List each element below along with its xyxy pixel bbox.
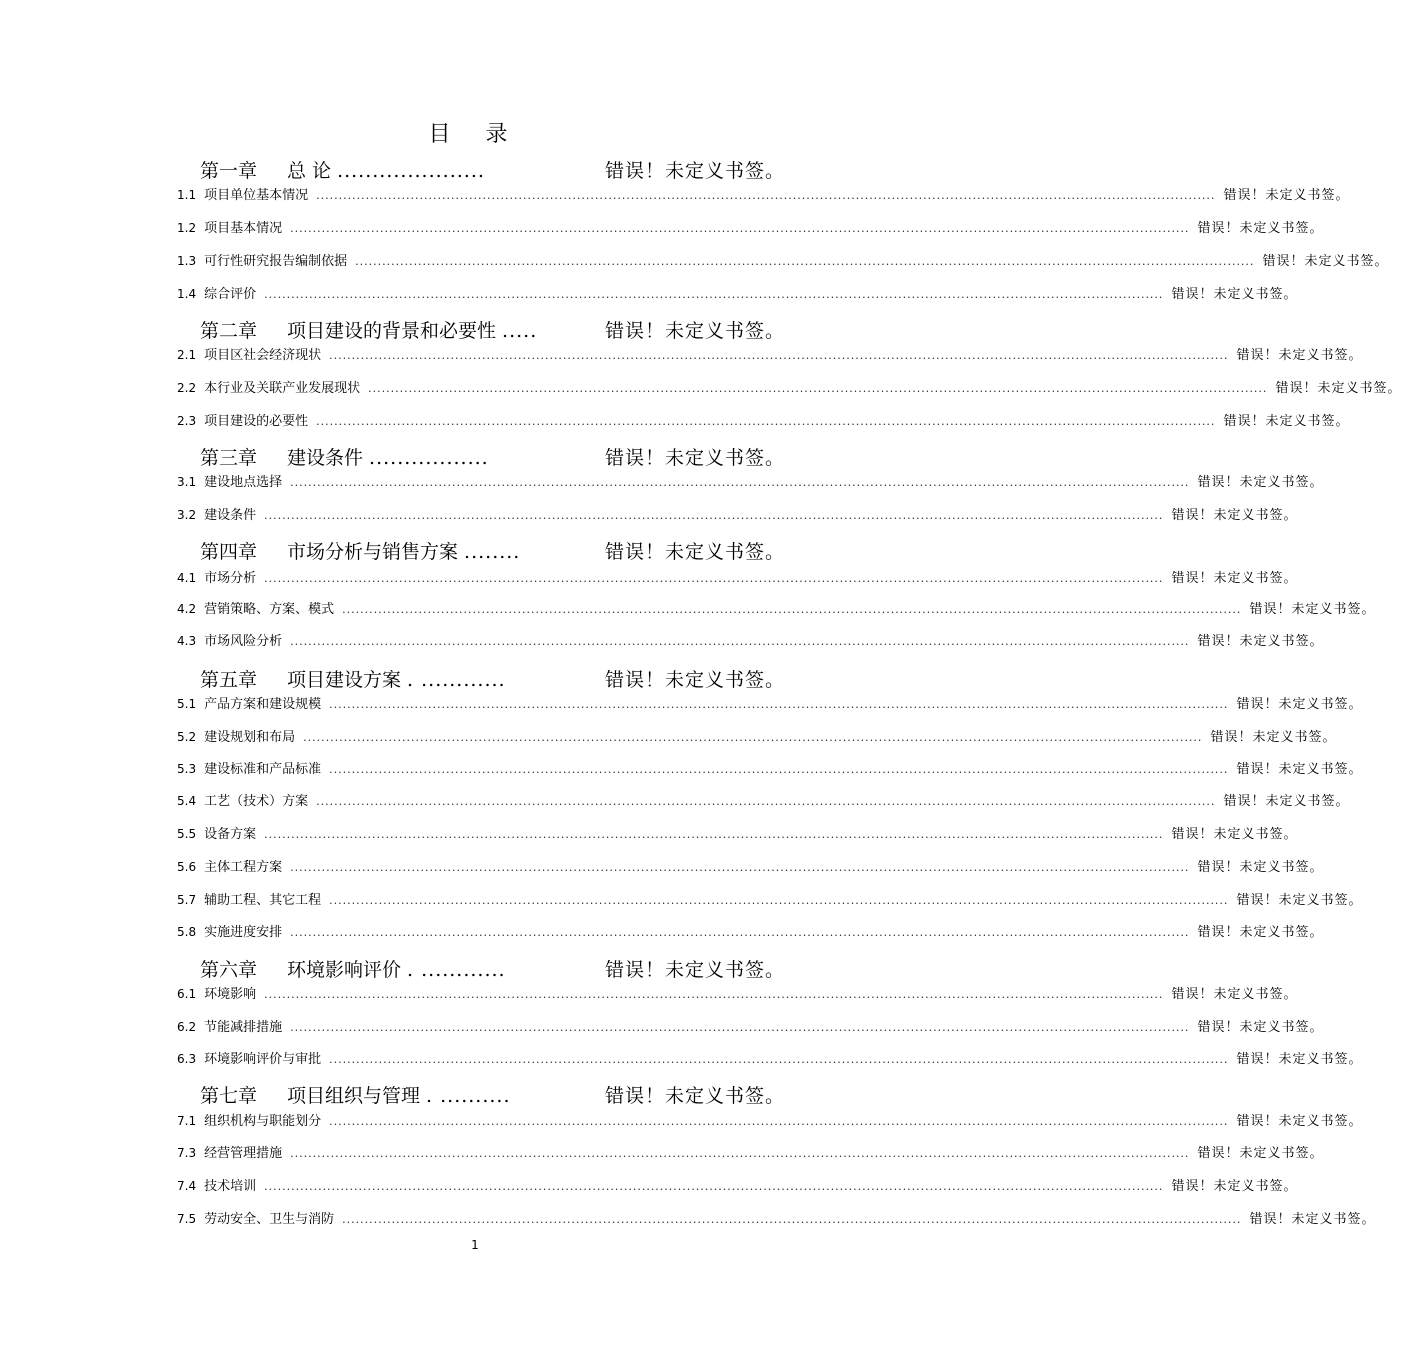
section-leader: ........................................................................................................................................................................................................ xyxy=(290,926,1190,939)
section-leader: ........................................................................................................................................................................................................ xyxy=(290,1021,1190,1034)
chapter-label: 第二章 xyxy=(200,320,258,342)
section-entry[interactable] xyxy=(177,283,1298,302)
section-leader: ........................................................................................................................................................................................................ xyxy=(290,476,1190,489)
section-number: 6.1 xyxy=(177,987,197,1001)
section-entry[interactable] xyxy=(177,250,1389,269)
section-page-ref: 错误！未定义书签。 xyxy=(1262,254,1389,269)
section-leader: ........................................................................................................................................................................................................ xyxy=(329,763,1229,776)
section-title: 可行性研究报告编制依据 xyxy=(204,254,348,269)
chapter-leader: . ............ xyxy=(407,669,506,691)
section-title: 产品方案和建设规模 xyxy=(204,697,322,712)
section-leader: ........................................................................................................................................................................................................ xyxy=(329,698,1229,711)
section-leader: ........................................................................................................................................................................................................ xyxy=(290,222,1190,235)
section-leader: ........................................................................................................................................................................................................ xyxy=(290,1147,1190,1160)
chapter-title: 建设条件 xyxy=(287,447,364,469)
section-entry[interactable] xyxy=(177,856,1324,875)
section-entry[interactable] xyxy=(177,377,1401,396)
section-leader: ........................................................................................................................................................................................................ xyxy=(342,1213,1242,1226)
chapter-label: 第六章 xyxy=(200,959,258,981)
chapter-label: 第四章 xyxy=(200,541,258,563)
section-leader: ........................................................................................................................................................................................................ xyxy=(264,509,1164,522)
section-number: 5.2 xyxy=(177,730,197,744)
section-leader: ........................................................................................................................................................................................................ xyxy=(316,189,1216,202)
section-entry[interactable] xyxy=(177,693,1363,712)
chapter-leader: ..................... xyxy=(337,160,485,182)
section-title: 建设标准和产品标准 xyxy=(204,762,322,777)
section-leader: ........................................................................................................................................................................................................ xyxy=(264,988,1164,1001)
section-title: 营销策略、方案、模式 xyxy=(204,602,335,617)
section-leader: ........................................................................................................................................................................................................ xyxy=(264,1180,1164,1193)
section-number: 5.1 xyxy=(177,697,197,711)
section-number: 7.4 xyxy=(177,1179,197,1193)
section-title: 市场分析 xyxy=(204,571,257,586)
section-entry[interactable] xyxy=(177,823,1298,842)
section-title: 建设地点选择 xyxy=(204,475,283,490)
section-entry[interactable] xyxy=(177,567,1298,586)
chapter-entry[interactable] xyxy=(177,537,785,563)
section-entry[interactable] xyxy=(177,471,1324,490)
chapter-title: 环境影响评价 xyxy=(287,959,402,981)
section-entry[interactable] xyxy=(177,1016,1324,1035)
section-leader: ........................................................................................................................................................................................................ xyxy=(329,349,1229,362)
chapter-leader: ........ xyxy=(464,541,521,563)
section-leader: ........................................................................................................................................................................................................ xyxy=(264,288,1164,301)
section-page-ref: 错误！未定义书签。 xyxy=(1171,508,1298,523)
section-title: 技术培训 xyxy=(204,1179,257,1194)
section-title: 经营管理措施 xyxy=(204,1146,283,1161)
section-leader: ........................................................................................................................................................................................................ xyxy=(342,603,1242,616)
section-leader: ........................................................................................................................................................................................................ xyxy=(316,795,1216,808)
section-number: 7.5 xyxy=(177,1212,197,1226)
section-entry[interactable] xyxy=(177,889,1363,908)
section-leader: ........................................................................................................................................................................................................ xyxy=(329,1115,1229,1128)
page-number: 1 xyxy=(471,1238,479,1252)
section-page-ref: 错误！未定义书签。 xyxy=(1197,634,1324,649)
section-leader: ........................................................................................................................................................................................................ xyxy=(368,382,1268,395)
section-number: 4.3 xyxy=(177,634,197,648)
section-page-ref: 错误！未定义书签。 xyxy=(1223,188,1350,203)
section-leader: ........................................................................................................................................................................................................ xyxy=(355,255,1255,268)
section-page-ref: 错误！未定义书签。 xyxy=(1197,860,1324,875)
section-title: 本行业及关联产业发展现状 xyxy=(204,381,361,396)
section-title: 项目建设的必要性 xyxy=(204,414,309,429)
section-number: 1.2 xyxy=(177,221,197,235)
section-number: 3.2 xyxy=(177,508,197,522)
section-number: 5.4 xyxy=(177,794,197,808)
section-leader: ........................................................................................................................................................................................................ xyxy=(329,894,1229,907)
section-title: 环境影响 xyxy=(204,987,257,1002)
section-entry[interactable] xyxy=(177,1048,1363,1067)
section-title: 环境影响评价与审批 xyxy=(204,1052,322,1067)
chapter-label: 第一章 xyxy=(200,160,258,182)
chapter-title: 项目建设方案 xyxy=(287,669,402,691)
chapter-label: 第五章 xyxy=(200,669,258,691)
chapter-leader: . .......... xyxy=(426,1085,511,1107)
section-title: 建设规划和布局 xyxy=(204,730,296,745)
section-page-ref: 错误！未定义书签。 xyxy=(1236,893,1363,908)
section-leader: ........................................................................................................................................................................................................ xyxy=(316,415,1216,428)
section-number: 3.1 xyxy=(177,475,197,489)
section-entry[interactable] xyxy=(177,1110,1363,1129)
section-title: 建设条件 xyxy=(204,508,257,523)
section-entry[interactable] xyxy=(177,726,1337,745)
section-entry[interactable] xyxy=(177,504,1298,523)
section-title: 工艺（技术）方案 xyxy=(204,794,309,809)
chapter-title: 项目建设的背景和必要性 xyxy=(287,320,497,342)
section-number: 5.7 xyxy=(177,893,197,907)
section-number: 4.2 xyxy=(177,602,197,616)
section-page-ref: 错误！未定义书签。 xyxy=(1171,987,1298,1002)
section-entry[interactable] xyxy=(177,410,1350,429)
section-entry[interactable] xyxy=(177,630,1324,649)
section-number: 2.2 xyxy=(177,381,197,395)
section-title: 项目基本情况 xyxy=(204,221,283,236)
chapter-page-ref: 错误！未定义书签。 xyxy=(604,669,785,691)
section-leader: ........................................................................................................................................................................................................ xyxy=(303,731,1203,744)
section-number: 5.8 xyxy=(177,925,197,939)
section-number: 7.3 xyxy=(177,1146,197,1160)
section-page-ref: 错误！未定义书签。 xyxy=(1223,794,1350,809)
section-title: 实施进度安排 xyxy=(204,925,283,940)
chapter-title: 项目组织与管理 xyxy=(287,1085,421,1107)
chapter-page-ref: 错误！未定义书签。 xyxy=(604,959,785,981)
section-title: 组织机构与职能划分 xyxy=(204,1114,322,1129)
section-entry[interactable] xyxy=(177,1142,1324,1161)
section-leader: ........................................................................................................................................................................................................ xyxy=(264,828,1164,841)
section-title: 项目区社会经济现状 xyxy=(204,348,322,363)
chapter-page-ref: 错误！未定义书签。 xyxy=(604,447,785,469)
section-page-ref: 错误！未定义书签。 xyxy=(1171,571,1298,586)
chapter-leader: ..... xyxy=(502,320,538,342)
section-entry[interactable] xyxy=(177,344,1363,363)
section-title: 节能减排措施 xyxy=(204,1020,283,1035)
chapter-label: 第三章 xyxy=(200,447,258,469)
section-title: 综合评价 xyxy=(204,287,257,302)
section-page-ref: 错误！未定义书签。 xyxy=(1197,1146,1324,1161)
section-page-ref: 错误！未定义书签。 xyxy=(1197,1020,1324,1035)
chapter-entry[interactable] xyxy=(177,156,785,182)
section-entry[interactable] xyxy=(177,184,1350,203)
chapter-page-ref: 错误！未定义书签。 xyxy=(604,160,785,182)
section-title: 主体工程方案 xyxy=(204,860,283,875)
section-number: 1.4 xyxy=(177,287,197,301)
section-page-ref: 错误！未定义书签。 xyxy=(1171,827,1298,842)
section-page-ref: 错误！未定义书签。 xyxy=(1249,1212,1376,1227)
section-number: 1.3 xyxy=(177,254,197,268)
section-page-ref: 错误！未定义书签。 xyxy=(1236,1114,1363,1129)
section-title: 市场风险分析 xyxy=(204,634,283,649)
section-entry[interactable] xyxy=(177,921,1324,940)
toc-title: 目 录 xyxy=(428,122,522,147)
section-page-ref: 错误！未定义书签。 xyxy=(1275,381,1401,396)
section-entry[interactable] xyxy=(177,1208,1376,1227)
chapter-entry[interactable] xyxy=(177,955,785,981)
chapter-leader: . ............ xyxy=(407,959,506,981)
section-page-ref: 错误！未定义书签。 xyxy=(1223,414,1350,429)
chapter-entry[interactable] xyxy=(177,316,785,342)
section-number: 2.1 xyxy=(177,348,197,362)
section-number: 4.1 xyxy=(177,571,197,585)
section-page-ref: 错误！未定义书签。 xyxy=(1171,287,1298,302)
section-page-ref: 错误！未定义书签。 xyxy=(1236,1052,1363,1067)
section-page-ref: 错误！未定义书签。 xyxy=(1197,925,1324,940)
section-number: 7.1 xyxy=(177,1114,197,1128)
chapter-label: 第七章 xyxy=(200,1085,258,1107)
section-number: 5.3 xyxy=(177,762,197,776)
chapter-entry[interactable] xyxy=(177,1081,785,1107)
chapter-entry[interactable] xyxy=(177,443,785,469)
section-entry[interactable] xyxy=(177,1175,1298,1194)
section-leader: ........................................................................................................................................................................................................ xyxy=(264,572,1164,585)
chapter-page-ref: 错误！未定义书签。 xyxy=(604,1085,785,1107)
section-title: 设备方案 xyxy=(204,827,257,842)
section-leader: ........................................................................................................................................................................................................ xyxy=(329,1053,1229,1066)
section-number: 5.5 xyxy=(177,827,197,841)
section-page-ref: 错误！未定义书签。 xyxy=(1236,348,1363,363)
section-entry[interactable] xyxy=(177,598,1376,617)
chapter-title: 市场分析与销售方案 xyxy=(287,541,459,563)
chapter-page-ref: 错误！未定义书签。 xyxy=(604,320,785,342)
section-number: 1.1 xyxy=(177,188,197,202)
section-page-ref: 错误！未定义书签。 xyxy=(1249,602,1376,617)
section-entry[interactable] xyxy=(177,983,1298,1002)
section-number: 6.2 xyxy=(177,1020,197,1034)
section-leader: ........................................................................................................................................................................................................ xyxy=(290,861,1190,874)
chapter-leader: ................. xyxy=(369,447,489,469)
section-entry[interactable] xyxy=(177,790,1350,809)
section-page-ref: 错误！未定义书签。 xyxy=(1197,221,1324,236)
section-page-ref: 错误！未定义书签。 xyxy=(1236,697,1363,712)
section-page-ref: 错误！未定义书签。 xyxy=(1210,730,1337,745)
section-leader: ........................................................................................................................................................................................................ xyxy=(290,635,1190,648)
chapter-title: 总 论 xyxy=(287,160,332,182)
chapter-entry[interactable] xyxy=(177,665,785,691)
section-number: 5.6 xyxy=(177,860,197,874)
section-page-ref: 错误！未定义书签。 xyxy=(1236,762,1363,777)
section-page-ref: 错误！未定义书签。 xyxy=(1197,475,1324,490)
chapter-page-ref: 错误！未定义书签。 xyxy=(604,541,785,563)
section-number: 2.3 xyxy=(177,414,197,428)
section-number: 6.3 xyxy=(177,1052,197,1066)
section-title: 劳动安全、卫生与消防 xyxy=(204,1212,335,1227)
section-page-ref: 错误！未定义书签。 xyxy=(1171,1179,1298,1194)
section-entry[interactable] xyxy=(177,758,1363,777)
section-title: 辅助工程、其它工程 xyxy=(204,893,322,908)
section-entry[interactable] xyxy=(177,217,1324,236)
section-title: 项目单位基本情况 xyxy=(204,188,309,203)
